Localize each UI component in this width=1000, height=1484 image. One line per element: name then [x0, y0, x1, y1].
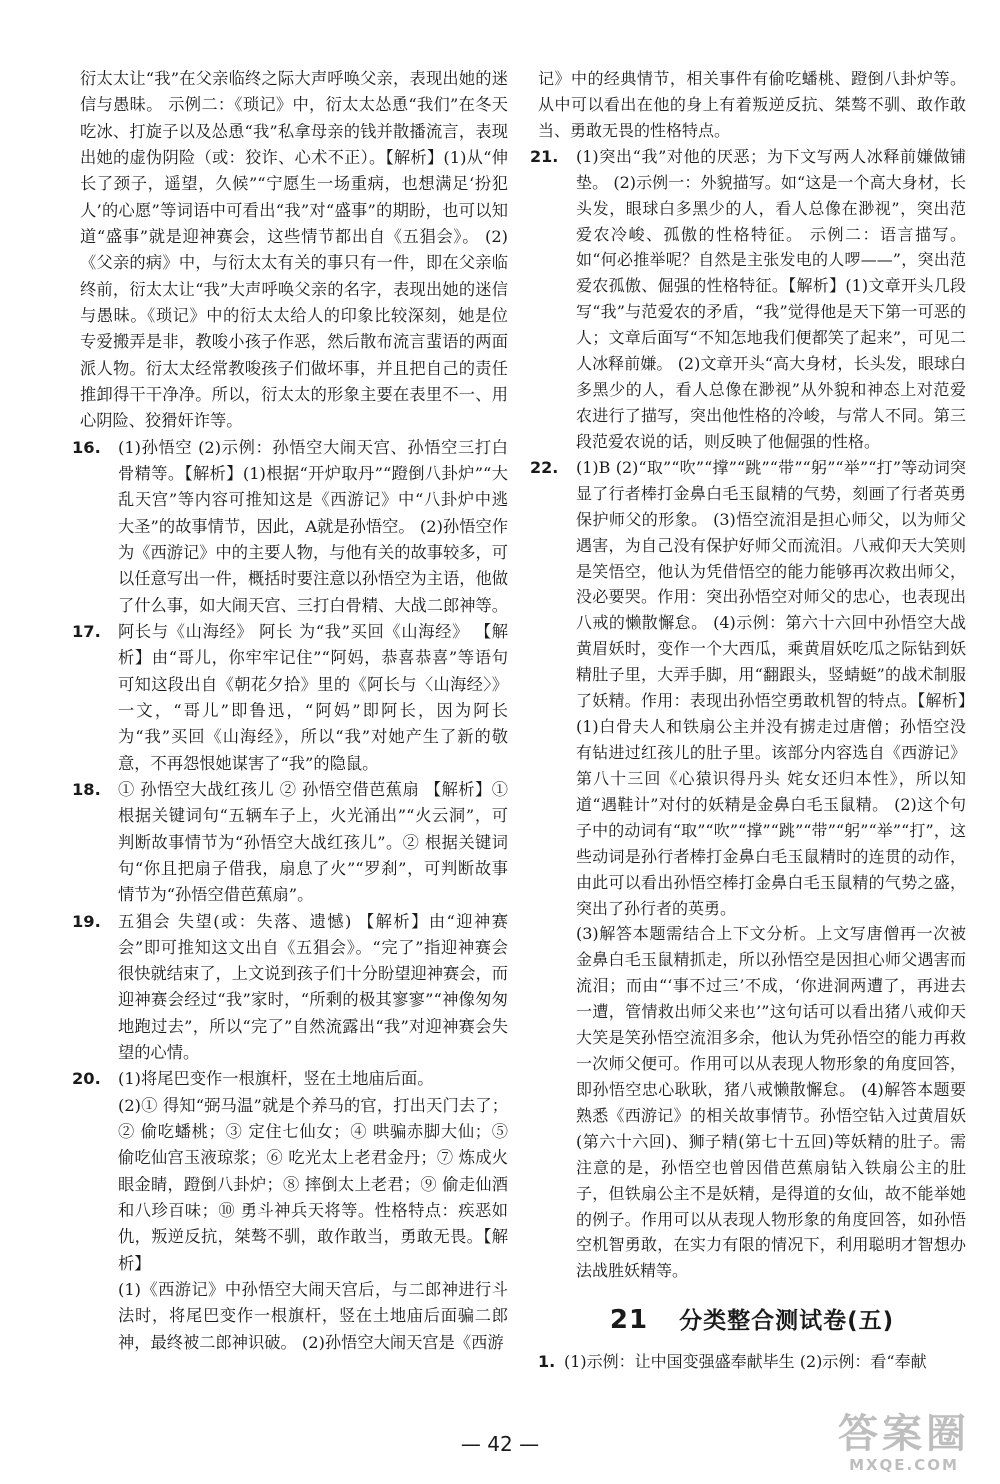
answer-number: 22.	[530, 457, 559, 477]
continued-answer: 记》中的经典情节，相关事件有偷吃蟠桃、蹬倒八卦炉等。从中可以看出在他的身上有着叛逆反抗、桀骜不驯、敢作敢当、勇敢无畏的性格特点。	[538, 69, 966, 140]
section-title: 分类整合测试卷(五)	[679, 1308, 895, 1335]
answer-18	[72, 777, 508, 909]
answer-number: 1.	[538, 1352, 556, 1372]
answer-21	[530, 144, 966, 455]
continued-answer: 衍太太让“我”在父亲临终之际大声呼唤父亲，表现出她的迷信与愚昧。 示例二：《琐记》中，衍太太怂恿“我们”在冬天吃冰、打旋子以及怂恿“我”私拿母亲的钱并散播流言，表现出她的虚伪阴险（或：狡诈、心术不正）。【解析】(1)从“伸长了颈子，遥望，久候”“宁愿生一场重病，也想满足‘扮犯人’的心愿”等词语中可看出“我”对“盛事”的期盼，也可以知道“盛事”就是迎神赛会，这些情节都出自《五猖会》。 (2)《父亲的病》中，与衍太太有关的事只有一件，即在父亲临终前，衍太太让“我”大声呼唤父亲的名字，表现出她的迷信与愚昧。《琐记》中的衍太太给人的印象比较深刻，她是位专爱搬弄是非，教唆小孩子作恶，然后散布流言蜚语的两面派人物。衍太太经常教唆孩子们做坏事，并且把自己的责任推卸得干干净净。所以，衍太太的形象主要在表里不一、用心阴险、狡猾奸诈等。	[80, 69, 508, 431]
answer-17	[72, 619, 508, 777]
answer-19	[72, 909, 508, 1067]
answer-text: (1)突出“我”对他的厌恶；为下文写两人冰释前嫌做铺垫。 (2)示例一：外貌描写。如“这是一个高大身材，长头发，眼球白多黑少的人，看人总像在渺视”，突出范爱农冷峻、孤傲的性格特征。 示例二：语言描写。如“何必推举呢？自然是主张发电的人啰——”，突出范爱农孤傲、倔强的性格特征。【解析】(1)文章开头几段写“我”与范爱农的矛盾，“我”觉得他是天下第一可恶的人；文章后面写“不知怎地我们便都笑了起来”，可见二人冰释前嫌。 (2)文章开头“高大身材，长头发，眼球白多黑少的人，看人总像在渺视”从外貌和神态上对范爱农进行了描写，突出他性格的冷峻，与常人不同。第三段范爱农说的话，则反映了他倔强的性格。	[576, 146, 966, 451]
answer-text: (2)① 得知“弼马温”就是个养马的官，打出天门去了；② 偷吃蟠桃；③ 定住七仙女；④ 哄骗赤脚大仙；⑤ 偷吃仙宫玉液琼浆；⑥ 吃光太上老君金丹；⑦ 炼成火眼金睛，蹬倒八卦炉；⑧ 摔倒太上老君；⑨ 偷走仙酒和八珍百味；⑩ 勇斗神兵天将等。性格特点：疾恶如仇，叛逆反抗，桀骜不驯，敢作敢当，勇敢无畏。【解析】	[118, 1095, 508, 1273]
watermark-url: MXQE.COM	[849, 1456, 959, 1474]
watermark-text: 答案圈	[838, 1411, 970, 1457]
answer-1	[538, 1349, 966, 1375]
answer-number: 16.	[72, 437, 101, 457]
right-column	[530, 66, 966, 1375]
answer-text: (1)孙悟空 (2)示例：孙悟空大闹天宫、孙悟空三打白骨精等。【解析】(1)根据“开炉取丹”“蹬倒八卦炉”“大乱天宫”等内容可推知这是《西游记》中“八卦炉中逃大圣”的故事情节，因此，A就是孙悟空。 (2)孙悟空作为《西游记》中的主要人物，与他有关的故事较多，可以任意写出一件，概括时要注意以孙悟空为主语，他做了什么事，如大闹天宫、三打白骨精、大战二郎神等。	[118, 437, 508, 615]
section-heading	[538, 1302, 966, 1335]
answer-text: (1)B (2)“取”“吹”“撑”“跳”“带”“躬”“举”“打”等动词突显了行者棒打金鼻白毛玉鼠精的气势，刻画了行者英勇保护师父的形象。 (3)悟空流泪是担心师父，以为师父遇害，为自己没有保护好师父而流泪。八戒仰天大笑则是笑悟空，他认为凭借悟空的能力能够再次救出师父，没必要哭。作用：突出孙悟空对师父的忠心，也表现出八戒的懒散懈怠。 (4)示例：第六十六回中孙悟空大战黄眉妖时，变作一个大西瓜，乘黄眉妖吃瓜之际钻到妖精肚子里，大弄手脚，用“翻跟头，竖蜻蜓”的战术制服了妖精。作用：表现出孙悟空勇敢机智的特点。【解析】(1)白骨夫人和铁扇公主并没有掳走过唐僧；孙悟空没有钻进过红孩儿的肚子里。该部分内容选自《西游记》第八十三回《心猿识得丹头 姹女还归本性》，所以知道“遇鞋计”对付的妖精是金鼻白毛玉鼠精。 (2)这个句子中的动词有“取”“吹”“撑”“跳”“带”“躬”“举”“打”，这些动词是孙行者棒打金鼻白毛玉鼠精时的连贯的动作，由此可以看出孙悟空棒打金鼻白毛玉鼠精的气势之盛，突出了孙行者的英勇。	[576, 457, 966, 918]
answer-text: ① 孙悟空大战红孩儿 ② 孙悟空借芭蕉扇 【解析】① 根据关键词句“五辆车子上，火光涌出”“火云洞”，可判断故事情节为“孙悟空大战红孩儿”。② 根据关键词句“你且把扇子借我，扇息了火”“罗刹”，可判断故事情节为“孙悟空借芭蕉扇”。	[118, 779, 508, 905]
answer-text: (1)示例：让中国变强盛奉献毕生 (2)示例：看“奉献	[564, 1352, 927, 1372]
answer-22	[530, 455, 966, 1285]
answer-text: (3)解答本题需结合上下文分析。上文写唐僧再一次被金鼻白毛玉鼠精抓走，所以孙悟空是因担心师父遇害而流泪；而由“‘事不过三’不成，‘你进洞两遭了，再进去一遭，管情救出师父来也’”这句话可以看出猪八戒仰天大笑是笑孙悟空流泪多余，他认为凭孙悟空的能力再救一次师父便可。作用可以从表现人物形象的角度回答，即孙悟空忠心耿耿，猪八戒懒散懈怠。 (4)解答本题要熟悉《西游记》的相关故事情节。孙悟空钻入过黄眉妖(第六十六回)、狮子精(第七十五回)等妖精的肚子。需注意的是，孙悟空也曾因借芭蕉扇钻入铁扇公主的肚子，但铁扇公主不是妖精，是得道的女仙，故不能举她的例子。作用可以从表现人物形象的角度回答，如孙悟空机智勇敢，在实力有限的情况下，利用聪明才智想办法战胜妖精等。	[576, 924, 966, 1281]
watermark-logo	[824, 1412, 984, 1476]
answer-text: 阿长与《山海经》 阿长 为“我”买回《山海经》 【解析】由“哥儿，你牢牢记住”“阿妈，恭喜恭喜”等语句可知这段出自《朝花夕拾》里的《阿长与〈山海经〉》一文，“哥儿”即鲁迅，“阿妈”即阿长，因为阿长为“我”买回《山海经》，所以“我”对她产生了新的敬意，不再怨恨她谋害了“我”的隐鼠。	[118, 621, 508, 773]
answer-number: 17.	[72, 621, 101, 641]
left-column	[72, 66, 508, 1356]
section-number: 21	[609, 1305, 649, 1336]
page-number: — 42 —	[460, 1432, 540, 1456]
answer-text: (1)将尾巴变作一根旗杆，竖在土地庙后面。	[118, 1069, 434, 1089]
answer-number: 21.	[530, 146, 559, 166]
answer-text: (1)《西游记》中孙悟空大闹天宫后，与二郎神进行斗法时，将尾巴变作一根旗杆，竖在土地庙后面骗二郎神，最终被二郎神识破。 (2)孙悟空大闹天宫是《西游	[118, 1280, 508, 1352]
answer-number: 19.	[72, 911, 101, 931]
answer-20	[72, 1066, 508, 1356]
answer-16	[72, 435, 508, 619]
answer-text: 五猖会 失望(或：失落、遗憾) 【解析】由“迎神赛会”即可推知这文出自《五猖会》。“完了”指迎神赛会很快就结束了，上文说到孩子们十分盼望迎神赛会，而迎神赛会经过“我”家时，“所剩的极其寥寥”“神像匆匆地跑过去”，所以“完了”自然流露出“我”对迎神赛会失望的心情。	[118, 911, 508, 1063]
answer-number: 20.	[72, 1069, 101, 1089]
answer-number: 18.	[72, 779, 101, 799]
